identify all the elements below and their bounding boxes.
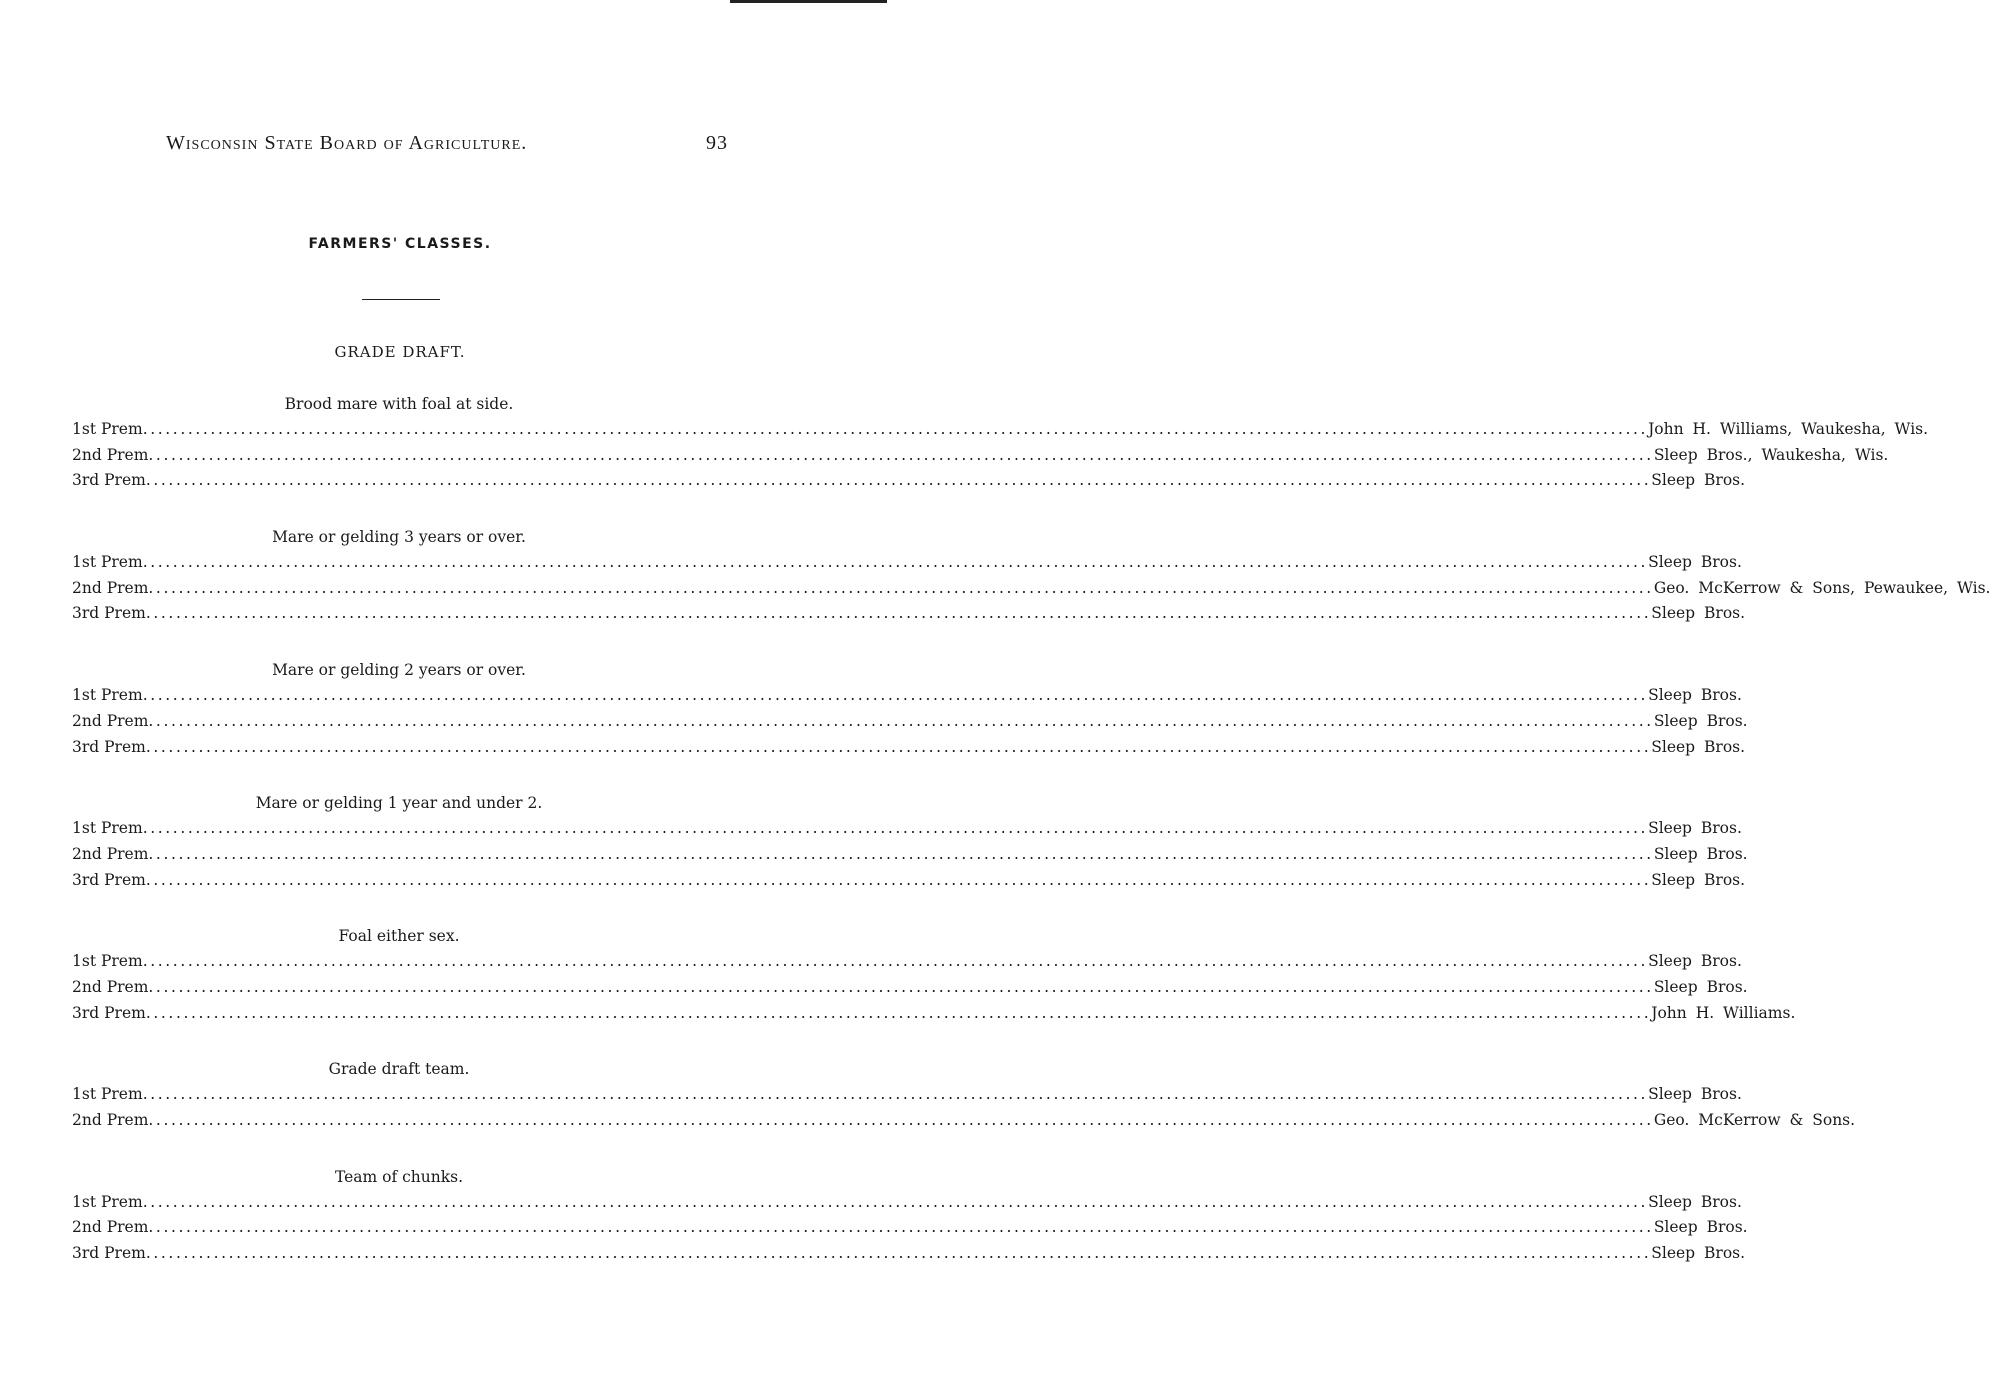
class-block <box>72 657 1748 760</box>
dot-leader: ........................................................................................................................................................................................................ <box>142 952 1649 971</box>
premium-rank: 1st Prem <box>72 553 143 572</box>
class-gap <box>72 1026 726 1056</box>
dot-leader: ........................................................................................................................................................................................................ <box>142 1085 1649 1104</box>
premium-winner: Sleep Bros. <box>1648 553 1742 572</box>
section-divider <box>362 299 440 300</box>
class-heading: Mare or gelding 2 years or over. <box>272 661 526 680</box>
class-block <box>72 391 1929 494</box>
class-gap <box>72 627 726 657</box>
premium-entry <box>72 1241 1746 1267</box>
premium-rank: 2nd Prem <box>72 445 149 464</box>
premium-winner: Sleep Bros. <box>1653 711 1748 730</box>
running-head-title: Wisconsin State Board of Agriculture. <box>166 132 528 154</box>
premium-rank: 2nd Prem <box>72 844 149 863</box>
premium-entry <box>72 709 1748 735</box>
premium-rank: 1st Prem <box>72 952 143 971</box>
premium-rank: 2nd Prem <box>72 977 149 996</box>
premium-winner: Sleep Bros. <box>1648 1192 1742 1211</box>
dot-leader: ........................................................................................................................................................................................................ <box>148 711 1654 730</box>
premium-entry <box>72 1215 1748 1241</box>
dot-leader: ........................................................................................................................................................................................................ <box>148 578 1654 597</box>
premium-rank: 3rd Prem <box>72 1003 146 1022</box>
premium-rank: 2nd Prem <box>72 1111 149 1129</box>
running-head <box>166 132 728 156</box>
premium-entry <box>72 550 1742 576</box>
premium-winner: Sleep Bros. <box>1653 1218 1748 1237</box>
premium-winner: Sleep Bros. <box>1648 1085 1742 1104</box>
premium-entry <box>72 868 1746 894</box>
premium-winner: John H. Williams, Waukesha, Wis. <box>1648 420 1929 438</box>
section-title: FARMERS' CLASSES. <box>308 236 492 252</box>
premium-winner: Sleep Bros. <box>1651 471 1746 490</box>
premium-winner: Sleep Bros. <box>1651 870 1746 889</box>
dot-leader: ........................................................................................................................................................................................................ <box>145 1244 1652 1263</box>
premium-entry <box>72 576 1990 602</box>
premium-winner: Sleep Bros. <box>1651 737 1746 756</box>
premium-entry <box>72 601 1746 627</box>
top-edge-rule <box>730 0 887 3</box>
page-number: 93 <box>706 132 728 154</box>
premium-entry <box>72 975 1748 1001</box>
premium-rank: 1st Prem <box>72 819 143 838</box>
premium-entry <box>72 1190 1742 1216</box>
premium-list <box>72 391 1990 1267</box>
premium-entry <box>72 1108 1856 1134</box>
subsection-title: GRADE DRAFT. <box>334 343 466 361</box>
dot-leader: ........................................................................................................................................................................................................ <box>145 471 1652 490</box>
premium-entry <box>72 1001 1796 1027</box>
premium-rank: 3rd Prem <box>72 604 146 623</box>
premium-entry <box>72 683 1742 709</box>
class-heading: Team of chunks. <box>334 1167 464 1186</box>
premium-entry <box>72 842 1748 868</box>
dot-leader: ........................................................................................................................................................................................................ <box>142 686 1649 705</box>
premium-entry <box>72 816 1742 842</box>
dot-leader: ........................................................................................................................................................................................................ <box>142 553 1649 572</box>
dot-leader: ........................................................................................................................................................................................................ <box>145 604 1652 623</box>
dot-leader: ........................................................................................................................................................................................................ <box>148 844 1654 863</box>
premium-winner: Sleep Bros. <box>1653 977 1748 996</box>
dot-leader: ........................................................................................................................................................................................................ <box>142 819 1649 838</box>
premium-rank: 2nd Prem <box>72 1218 149 1237</box>
class-block <box>72 1164 1748 1267</box>
dot-leader: ........................................................................................................................................................................................................ <box>148 445 1654 464</box>
premium-winner: Sleep Bros. <box>1653 844 1748 863</box>
premium-winner: Sleep Bros. <box>1651 1244 1746 1263</box>
premium-winner: Sleep Bros. <box>1648 686 1742 705</box>
dot-leader: ........................................................................................................................................................................................................ <box>145 1003 1652 1022</box>
class-block <box>72 923 1796 1026</box>
dot-leader: ........................................................................................................................................................................................................ <box>145 870 1652 889</box>
class-gap <box>72 1134 726 1164</box>
class-heading: Brood mare with foal at side. <box>284 395 514 413</box>
premium-winner: Sleep Bros. <box>1648 819 1742 838</box>
premium-rank: 3rd Prem <box>72 471 146 490</box>
premium-rank: 3rd Prem <box>72 1244 146 1263</box>
premium-rank: 1st Prem <box>72 686 143 705</box>
dot-leader: ........................................................................................................................................................................................................ <box>142 1192 1649 1211</box>
dot-leader: ........................................................................................................................................................................................................ <box>148 977 1654 996</box>
class-block <box>72 790 1748 893</box>
class-heading: Foal either sex. <box>338 927 460 946</box>
class-gap <box>72 893 726 923</box>
dot-leader: ........................................................................................................................................................................................................ <box>145 737 1652 756</box>
premium-rank: 1st Prem <box>72 420 143 438</box>
premium-rank: 2nd Prem <box>72 578 149 597</box>
premium-rank: 3rd Prem <box>72 737 146 756</box>
dot-leader: ........................................................................................................................................................................................................ <box>142 420 1649 438</box>
dot-leader: ........................................................................................................................................................................................................ <box>148 1218 1654 1237</box>
premium-rank: 3rd Prem <box>72 870 146 889</box>
class-heading: Mare or gelding 3 years or over. <box>272 528 526 547</box>
class-block <box>72 1056 1856 1133</box>
class-gap <box>72 494 726 524</box>
class-heading: Grade draft team. <box>328 1060 470 1079</box>
premium-winner: Geo. McKerrow & Sons. <box>1653 1111 1856 1129</box>
premium-winner: Geo. McKerrow & Sons, Pewaukee, Wis. <box>1653 578 1990 597</box>
premium-entry <box>72 443 1889 469</box>
premium-entry <box>72 1082 1742 1108</box>
premium-rank: 1st Prem <box>72 1192 143 1211</box>
class-gap <box>72 760 726 790</box>
premium-winner: John H. Williams. <box>1651 1003 1796 1022</box>
premium-entry <box>72 949 1742 975</box>
class-heading: Mare or gelding 1 year and under 2. <box>255 794 543 813</box>
premium-winner: Sleep Bros. <box>1651 604 1746 623</box>
dot-leader: ........................................................................................................................................................................................................ <box>148 1111 1654 1129</box>
class-block <box>72 524 1990 627</box>
premium-entry <box>72 735 1746 761</box>
premium-entry <box>72 468 1746 494</box>
premium-rank: 1st Prem <box>72 1085 143 1104</box>
premium-entry <box>72 417 1929 443</box>
premium-rank: 2nd Prem <box>72 711 149 730</box>
premium-winner: Sleep Bros., Waukesha, Wis. <box>1653 445 1889 464</box>
premium-winner: Sleep Bros. <box>1648 952 1742 971</box>
